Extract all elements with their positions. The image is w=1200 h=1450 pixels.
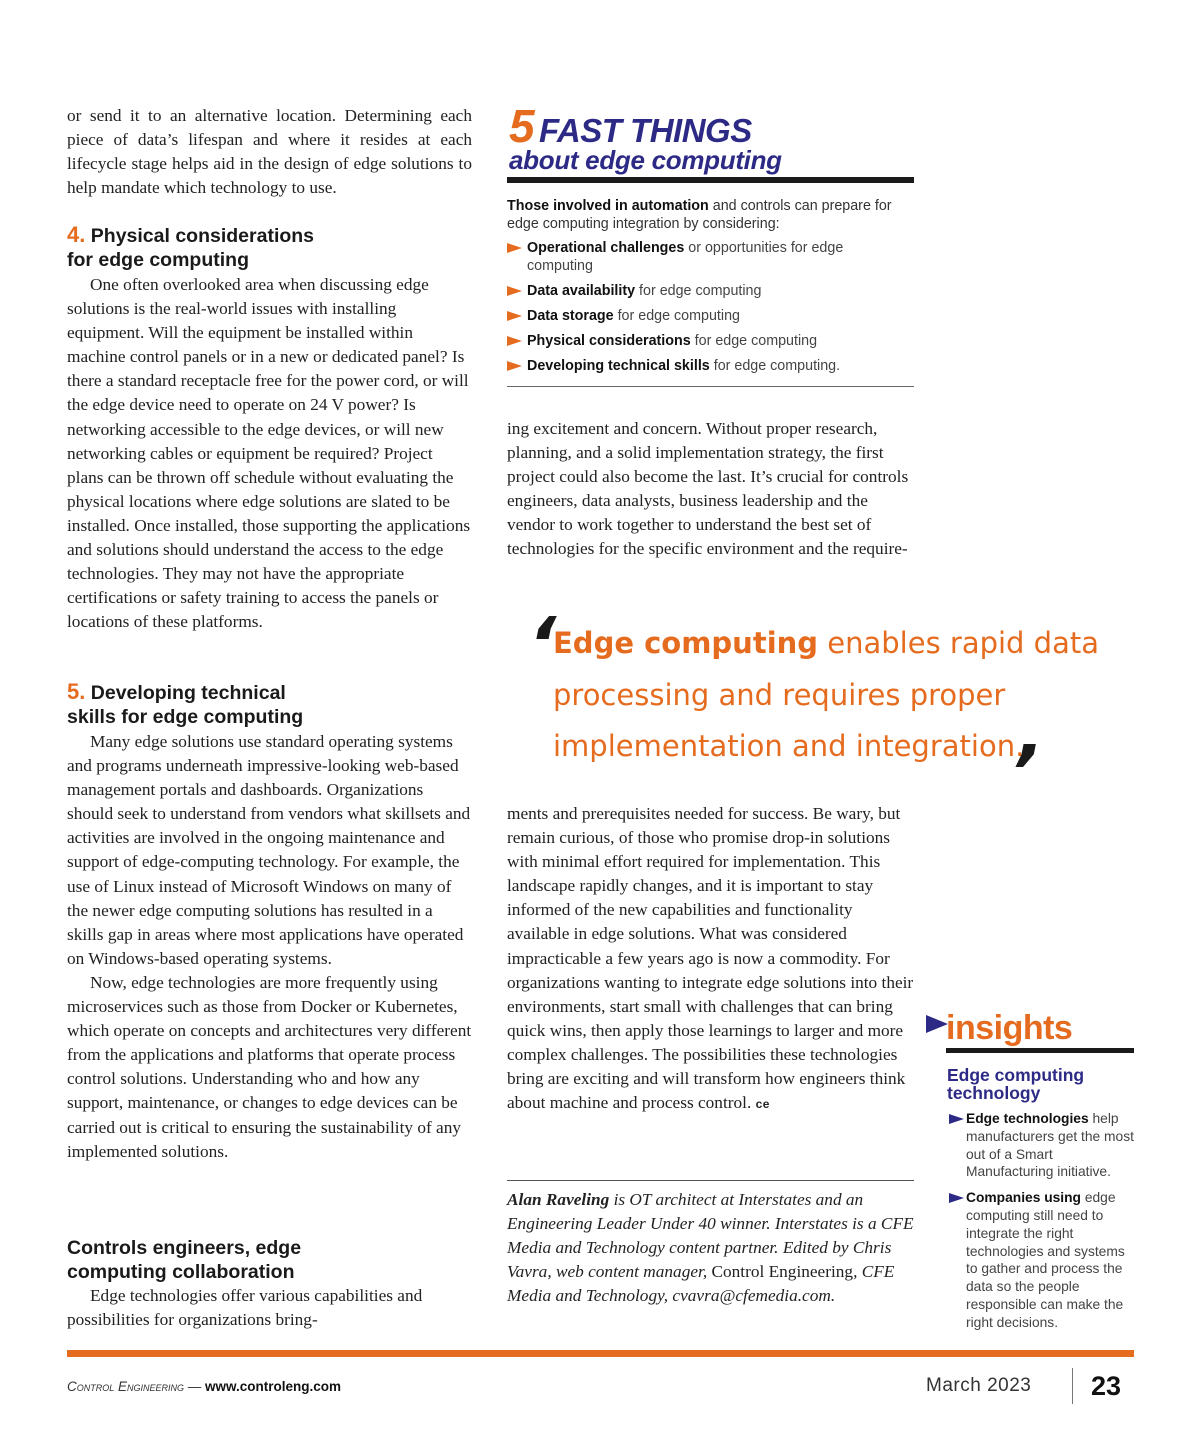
list-item-text: for edge computing bbox=[635, 283, 762, 299]
bio-part1: is OT architect at Interstates and an Engineering Leader Under 40 winner. Interstates is a CFE Media and Technology content partner. Edited by Chris Vavra, web content manager, bbox=[507, 1190, 914, 1282]
list-item-text: for edge computing. bbox=[709, 358, 841, 374]
section5-heading bbox=[67, 680, 472, 729]
page-number: 23 bbox=[1091, 1371, 1122, 1401]
section5-paragraph-1: Many edge solutions use standard operating systems and programs underneath impressive-looking web-based management portals and dashboards. Organizations should seek to understand from vendors what skillsets and activities are involved in the ongoing maintenance and support of edge-computing technology. For example, the use of Linux instead of Microsoft Windows on many of the newer edge computing solutions has resulted in a skills gap in areas where most applications have operated on Windows-based operating systems. bbox=[67, 732, 471, 968]
open-quote-mark: ‘ bbox=[528, 602, 557, 688]
fast-things-intro-bold: Those involved in automation bbox=[507, 198, 709, 214]
list-item-bold: Companies using bbox=[966, 1190, 1081, 1206]
insights-heading: Edge computing technology bbox=[947, 1065, 1085, 1103]
list-item bbox=[507, 307, 912, 325]
triangle-bullet-icon bbox=[507, 336, 522, 346]
bio-divider bbox=[507, 1180, 914, 1181]
section6-paragraph: Edge technologies offer various capabilities and possibilities for organizations bring- bbox=[67, 1286, 423, 1330]
triangle-bullet-icon bbox=[507, 243, 522, 253]
pull-quote-text: enables rapid data processing and requires proper implementation and integration. bbox=[553, 626, 1099, 763]
section4-heading bbox=[67, 223, 472, 272]
fast-things-intro-rest: and controls can prepare for edge computing integration by considering: bbox=[507, 198, 892, 232]
list-item bbox=[507, 239, 912, 275]
insights-title-text: insights bbox=[946, 1009, 1073, 1047]
bio-part2: , CFE Media and Technology, cvavra@cfemedia.com. bbox=[507, 1262, 895, 1306]
intro-paragraph: or send it to an alternative location. Determining each piece of data’s lifespan and where it resides at each lifecycle stage helps aid in the design of edge solutions to help mandate which technology to use. bbox=[67, 106, 472, 198]
footer-magazine: Control Engineering bbox=[67, 1379, 185, 1394]
list-item bbox=[947, 1110, 1137, 1181]
middle-column-bottom bbox=[507, 802, 914, 1116]
fast-things-bottom-rule bbox=[507, 386, 914, 387]
fast-things-divider bbox=[507, 177, 914, 183]
list-item-text: for edge computing bbox=[613, 308, 740, 324]
fast-things-list bbox=[507, 239, 912, 375]
author-bio bbox=[507, 1188, 914, 1308]
section4-title-line2: for edge computing bbox=[67, 249, 249, 271]
triangle-bullet-icon bbox=[507, 311, 522, 321]
section5-title-line2: skills for edge computing bbox=[67, 706, 304, 728]
fast-things-number: 5 bbox=[509, 100, 535, 152]
fast-things-content bbox=[507, 197, 912, 375]
list-item-text: edge computing still need to integrate the right technologies and systems to gather and process the data so the people responsible can make the right decisions. bbox=[966, 1190, 1125, 1330]
middle-paragraph-2-text: ments and prerequisites needed for success. Be wary, but remain curious, of those who promise drop-in solutions with minimal effort required for implementation. This landscape rapidly changes, and it is important to stay informed of the new capabilities and functionality available in edge solutions. What was considered impracticable a few years ago is now a commodity. For organizations wanting to integrate edge solutions into their environments, start small with challenges that can bring quick wins, then apply those learnings to larger and more complex challenges. The possibilities these technologies bring are exciting and will transform how engineers think about machine and process control. bbox=[507, 804, 914, 1113]
section4-paragraph: One often overlooked area when discussing edge solutions is the real-world issues with installing equipment. Will the equipment be installed within machine control panels or in a new or dedicated panel? Is there a standard receptacle free for the power cord, or will the edge device need to operate on 24 V power? Is networking accessible to the edge devices, or will new networking cables or equipment be required? Project plans can be thrown off schedule without evaluating the physical locations where edge solutions are slated to be installed. Once installed, those supporting the applications and solutions should understand the access to the edge technologies. They may not have the appropriate certifications or safety training to access the panels or locations of these platforms. bbox=[67, 275, 471, 632]
close-quote-mark: ’ bbox=[1010, 730, 1039, 816]
footer-accent-bar bbox=[67, 1350, 1134, 1357]
fast-things-title bbox=[509, 100, 914, 175]
list-item-bold: Data availability bbox=[527, 283, 636, 299]
section5-title-line1: Developing technical bbox=[90, 682, 286, 704]
insights-arrow-icon bbox=[926, 1015, 948, 1033]
list-item bbox=[507, 357, 912, 375]
list-item-bold: Physical considerations bbox=[527, 333, 691, 349]
ce-end-mark: ce bbox=[755, 1097, 770, 1112]
section6-title-line1: Controls engineers, edge bbox=[67, 1237, 302, 1259]
section4-title-line1: Physical considerations bbox=[90, 225, 315, 247]
middle-column-top bbox=[507, 417, 912, 562]
insights-title bbox=[926, 1008, 1072, 1048]
list-item bbox=[507, 332, 912, 350]
list-item bbox=[947, 1189, 1137, 1331]
footer-url[interactable]: www.controleng.com bbox=[205, 1379, 342, 1394]
footer-separator: — bbox=[184, 1379, 206, 1394]
insights-list bbox=[947, 1110, 1137, 1340]
pull-quote-bold: Edge computing bbox=[553, 626, 819, 660]
footer-date: March 2023 bbox=[926, 1375, 1032, 1396]
list-item-bold: Data storage bbox=[527, 308, 614, 324]
triangle-bullet-icon bbox=[949, 1114, 964, 1124]
section4-number: 4. bbox=[67, 222, 86, 247]
section4-body bbox=[67, 273, 472, 634]
list-item-text: or opportunities for edge computing bbox=[527, 240, 844, 274]
list-item-text: for edge computing bbox=[690, 333, 818, 349]
triangle-bullet-icon bbox=[507, 361, 522, 371]
list-item-bold: Operational challenges bbox=[527, 240, 685, 256]
section6-heading bbox=[67, 1236, 472, 1284]
section6-title-line2: computing collaboration bbox=[67, 1261, 295, 1283]
fast-things-intro bbox=[507, 197, 912, 233]
middle-paragraph-1: ing excitement and concern. Without proper research, planning, and a solid implementation strategy, the first project could also become the last. It’s crucial for controls engineers, data analysts, business leadership and the vendor to work together to understand the best set of technologies for the specific environment and the require- bbox=[507, 419, 909, 559]
list-item-text: help manufacturers get the most out of a Smart Manufacturing initiative. bbox=[966, 1111, 1134, 1180]
fast-things-title-line1: FAST THINGS bbox=[539, 112, 752, 149]
section5-paragraph-2: Now, edge technologies are more frequently using microservices such as those from Docker or Kubernetes, which operate on concepts and architectures very different from the applications and platforms that operate process control solutions. Understanding who and how any support, maintenance, or changes to edge devices can be carried out is critical to ensuring the sustainability of any implemented solutions. bbox=[67, 972, 472, 1161]
middle-paragraph-2 bbox=[507, 802, 914, 1116]
footer-credit bbox=[67, 1378, 341, 1396]
section6-body bbox=[67, 1284, 472, 1332]
bio-author: Alan Raveling bbox=[507, 1190, 610, 1209]
list-item-bold: Edge technologies bbox=[966, 1111, 1089, 1126]
list-item bbox=[507, 282, 912, 300]
fast-things-title-line2: about edge computing bbox=[509, 145, 782, 175]
section5-number: 5. bbox=[67, 679, 86, 704]
triangle-bullet-icon bbox=[949, 1193, 964, 1203]
footer-separator-line bbox=[1072, 1368, 1073, 1404]
left-column bbox=[67, 104, 472, 200]
insights-divider bbox=[946, 1048, 1134, 1053]
bio-paragraph bbox=[507, 1188, 914, 1308]
bio-publication: Control Engineering bbox=[707, 1262, 854, 1282]
section5-body bbox=[67, 730, 472, 1164]
triangle-bullet-icon bbox=[507, 286, 522, 296]
list-item-bold: Developing technical skills bbox=[527, 358, 710, 374]
